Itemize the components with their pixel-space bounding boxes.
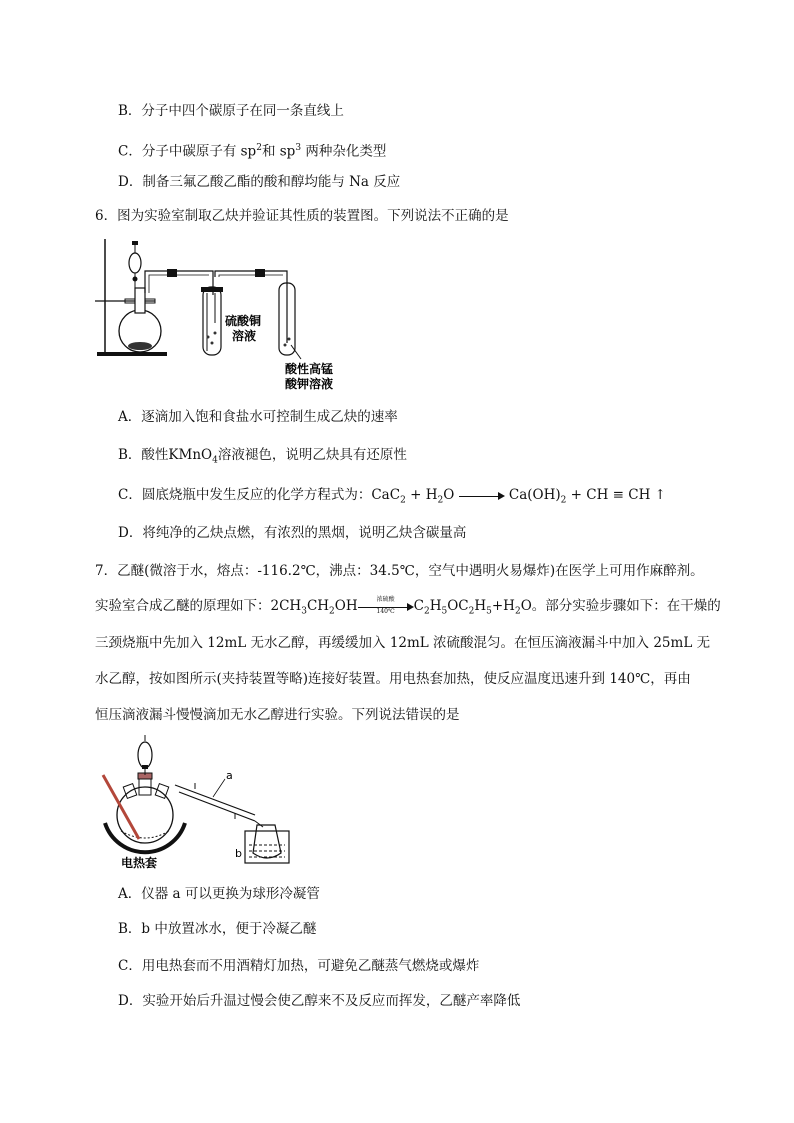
q6-option-a: A．逐滴加入饱和食盐水可控制生成乙炔的速率 [118, 409, 398, 425]
q6-option-d: D．将纯净的乙炔点燃，有浓烈的黑烟，说明乙炔含碳量高 [118, 525, 467, 541]
label-kmno4-2: 酸钾溶液 [285, 377, 334, 391]
reaction-arrow [459, 490, 505, 502]
q7-option-a: A．仪器 a 可以更换为球形冷凝管 [118, 886, 320, 902]
ether-synthesis-figure [95, 735, 295, 875]
q6-option-b: B．酸性KMnO$_4$溶液褪色，说明乙炔具有还原性 [118, 447, 407, 466]
q6-option-c: C．圆底烧瓶中发生反应的化学方程式为：$CaC_2 + H_2O$ $Ca(OH)_2$ + CH ≡ CH ↑ [118, 487, 666, 506]
dropping-funnel [138, 742, 152, 768]
stand-base [97, 352, 167, 356]
q5-option-b: B．分子中四个碳原子在同一条直线上 [118, 103, 344, 119]
q7-line5: 恒压滴液漏斗慢慢滴加无水乙醇进行实验。下列说法错误的是 [95, 707, 460, 723]
q5-option-c: C．分子中碳原子有 $sp^2$和 $sp^3$ 两种杂化类型 [118, 143, 387, 160]
label-a: a [226, 769, 233, 782]
label-cuso4-2: 溶液 [232, 329, 257, 343]
calcium-carbide [128, 342, 152, 350]
label-kmno4-1: 酸性高锰 [285, 362, 334, 376]
q7-option-c: C．用电热套而不用酒精灯加热，可避免乙醚蒸气燃烧或爆炸 [118, 958, 480, 974]
q7-line1: 7．乙醚(微溶于水，熔点：-116.2℃，沸点：34.5℃，空气中遇明火易爆炸)在医学上可用作麻醉剂。 [95, 563, 704, 579]
label-b: b [235, 847, 242, 860]
q6-stem: 6．图为实验室制取乙炔并验证其性质的装置图。下列说法不正确的是 [95, 208, 509, 224]
copper-sulfate-tube [203, 287, 221, 355]
acetylene-apparatus-figure [95, 233, 355, 393]
q7-option-d: D．实验开始后升温过慢会使乙醇来不及反应而挥发，乙醚产率降低 [118, 993, 521, 1009]
q5-option-d: D．制备三氟乙酸乙酯的酸和醇均能与 Na 反应 [118, 174, 401, 190]
dropping-funnel [129, 253, 141, 273]
label-heater: 电热套 [121, 856, 158, 870]
synthesis-arrow: 浓硫酸 140℃ [358, 598, 414, 616]
q7-line2: 实验室合成乙醚的原理如下：$2CH_3CH_2OH$ 浓硫酸 140℃ $C_2H_5OC_2H_5+H_2O$。部分实验步骤如下：在干燥的 [95, 595, 721, 617]
q7-option-b: B．b 中放置冰水，便于冷凝乙醚 [118, 921, 317, 937]
label-cuso4-1: 硫酸铜 [225, 314, 262, 328]
condenser [175, 785, 255, 815]
q7-line3: 三颈烧瓶中先加入 12mL 无水乙醇，再缓缓加入 12mL 浓硫酸混匀。在恒压滴液漏斗中加入 25mL 无 [95, 635, 711, 651]
receiving-flask [253, 825, 281, 858]
q7-line4: 水乙醇，按如图所示(夹持装置等略)连接好装置。用电热套加热，使反应温度迅速升到 140℃，再由 [95, 671, 691, 687]
